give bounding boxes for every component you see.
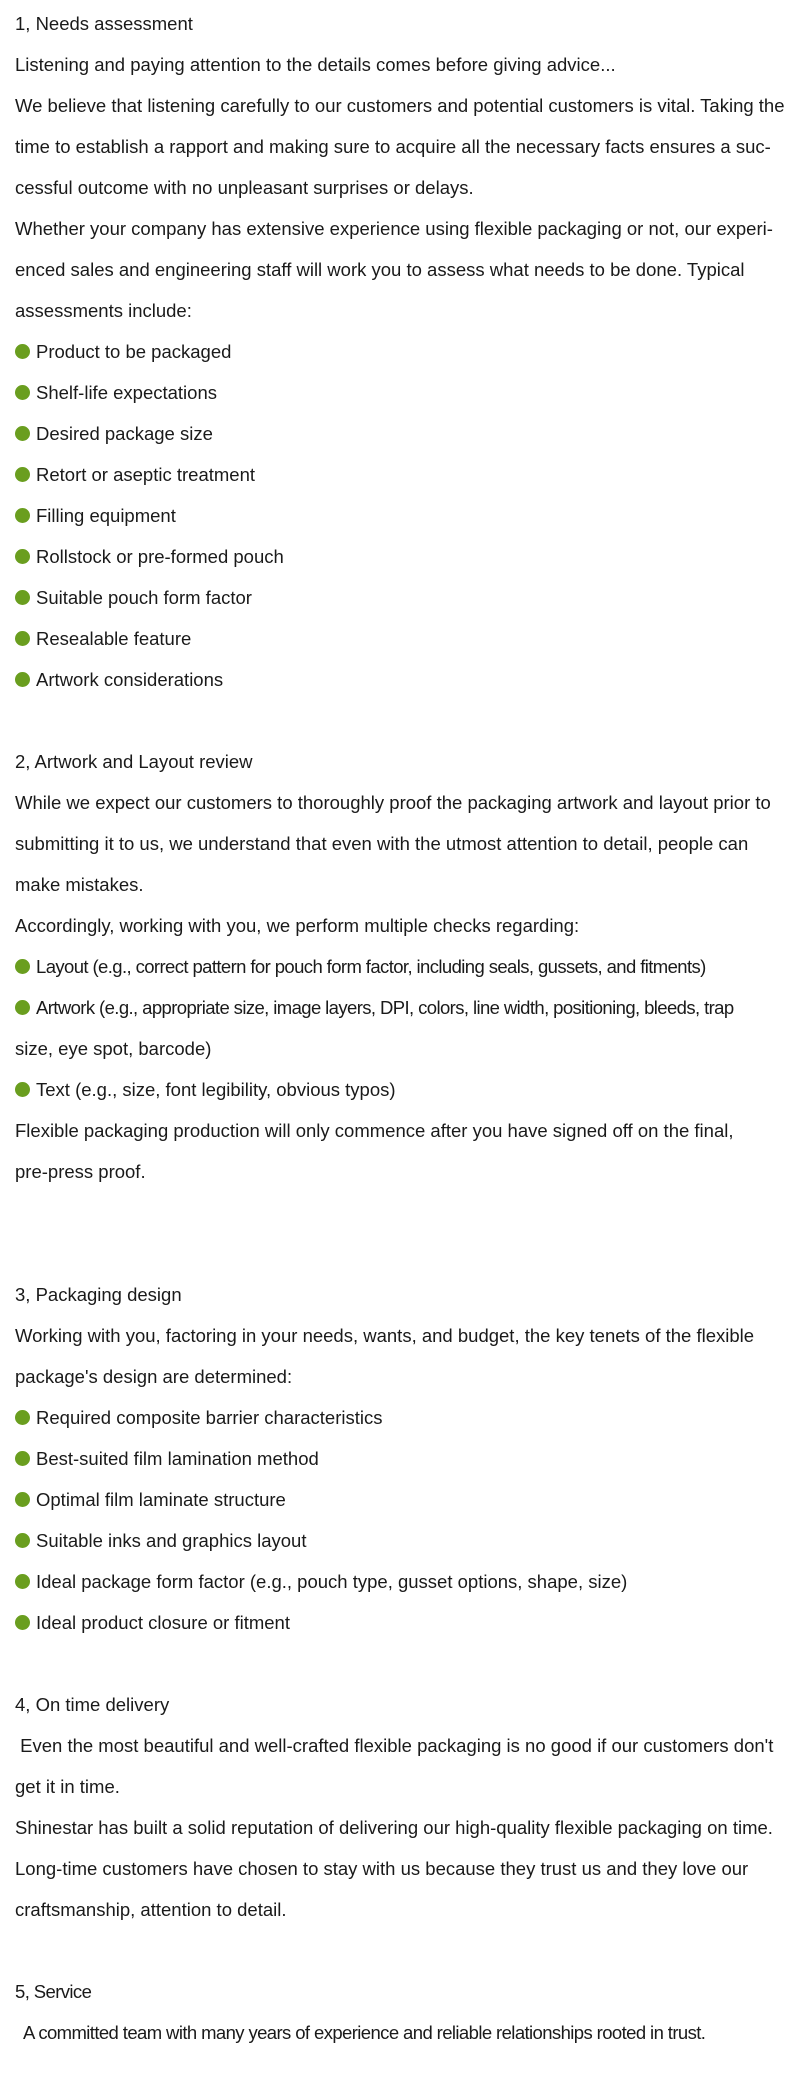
spacer bbox=[15, 700, 785, 741]
green-dot-bullet-icon bbox=[15, 1451, 30, 1466]
section-title: 5, Service bbox=[15, 1981, 92, 2002]
list-item bbox=[15, 1479, 785, 1520]
list-item-text: Product to be packaged bbox=[36, 341, 232, 362]
paragraph-line: Working with you, factoring in your needs, wants, and budget, the key tenets of the flexible bbox=[15, 1325, 755, 1346]
green-dot-bullet-icon bbox=[15, 590, 30, 605]
paragraph-line: A committed team with many years of experience and reliable relationships rooted in trust. bbox=[15, 2022, 706, 2043]
paragraph-line: Listening and paying attention to the details comes before giving advice... bbox=[15, 54, 616, 75]
section-on-time-delivery bbox=[15, 1684, 785, 1930]
section-needs-assessment bbox=[15, 3, 785, 700]
list-item-text: Artwork (e.g., appropriate size, image layers, DPI, colors, line width, positioning, bleeds, trap bbox=[36, 997, 734, 1018]
list-item-text: Rollstock or pre-formed pouch bbox=[36, 546, 284, 567]
list-item-text: Layout (e.g., correct pattern for pouch form factor, including seals, gussets, and fitments) bbox=[36, 956, 706, 977]
list-item-text: Desired package size bbox=[36, 423, 213, 444]
paragraph-line: make mistakes. bbox=[15, 874, 144, 895]
list-item bbox=[15, 413, 785, 454]
section-service bbox=[15, 1971, 785, 2053]
list-item-text: Text (e.g., size, font legibility, obvious typos) bbox=[36, 1079, 396, 1100]
list-item-text: Filling equipment bbox=[36, 505, 176, 526]
list-item bbox=[15, 331, 785, 372]
green-dot-bullet-icon bbox=[15, 508, 30, 523]
list-item-continuation: size, eye spot, barcode) bbox=[15, 1038, 212, 1059]
paragraph-line: package's design are determined: bbox=[15, 1366, 293, 1387]
list-item-text: Artwork considerations bbox=[36, 669, 224, 690]
list-item-text: Required composite barrier characteristics bbox=[36, 1407, 383, 1428]
paragraph-line: cessful outcome with no unpleasant surprises or delays. bbox=[15, 177, 474, 198]
list-item bbox=[15, 1561, 785, 1602]
spacer bbox=[15, 1192, 785, 1233]
bullet-list bbox=[15, 331, 785, 700]
list-item bbox=[15, 536, 785, 577]
green-dot-bullet-icon bbox=[15, 1615, 30, 1630]
list-item bbox=[15, 577, 785, 618]
green-dot-bullet-icon bbox=[15, 1082, 30, 1097]
section-artwork-layout-review bbox=[15, 741, 785, 1192]
list-item bbox=[15, 1438, 785, 1479]
paragraph-line: craftsmanship, attention to detail. bbox=[15, 1899, 287, 1920]
paragraph-line: submitting it to us, we understand that even with the utmost attention to detail, people can bbox=[15, 833, 749, 854]
list-item-text: Shelf-life expectations bbox=[36, 382, 217, 403]
green-dot-bullet-icon bbox=[15, 344, 30, 359]
green-dot-bullet-icon bbox=[15, 1410, 30, 1425]
paragraph-line: Shinestar has built a solid reputation of delivering our high-quality flexible packaging on time. bbox=[15, 1817, 773, 1838]
list-item-text: Ideal product closure or fitment bbox=[36, 1612, 290, 1633]
list-item bbox=[15, 1602, 785, 1643]
green-dot-bullet-icon bbox=[15, 1000, 30, 1015]
paragraph-line: assessments include: bbox=[15, 300, 192, 321]
list-item bbox=[15, 454, 785, 495]
list-item bbox=[15, 618, 785, 659]
bullet-list bbox=[15, 946, 785, 1110]
list-item-text: Resealable feature bbox=[36, 628, 192, 649]
green-dot-bullet-icon bbox=[15, 385, 30, 400]
list-item-text: Ideal package form factor (e.g., pouch type, gusset options, shape, size) bbox=[36, 1571, 628, 1592]
green-dot-bullet-icon bbox=[15, 631, 30, 646]
list-item-text: Suitable inks and graphics layout bbox=[36, 1530, 307, 1551]
bullet-list bbox=[15, 1397, 785, 1643]
list-item-text: Best-suited film lamination method bbox=[36, 1448, 319, 1469]
green-dot-bullet-icon bbox=[15, 959, 30, 974]
section-title: 2, Artwork and Layout review bbox=[15, 751, 253, 772]
list-item bbox=[15, 946, 785, 987]
section-title: 4, On time delivery bbox=[15, 1694, 170, 1715]
paragraph-line: Long-time customers have chosen to stay with us because they trust us and they love our bbox=[15, 1858, 749, 1879]
green-dot-bullet-icon bbox=[15, 467, 30, 482]
list-item bbox=[15, 1069, 785, 1110]
list-item bbox=[15, 1520, 785, 1561]
paragraph-line: pre-press proof. bbox=[15, 1161, 146, 1182]
paragraph-line: time to establish a rapport and making sure to acquire all the necessary facts ensures a suc- bbox=[15, 136, 771, 157]
list-item-text: Suitable pouch form factor bbox=[36, 587, 252, 608]
paragraph-line: Whether your company has extensive experience using flexible packaging or not, our experi- bbox=[15, 218, 773, 239]
paragraph-line: enced sales and engineering staff will work you to assess what needs to be done. Typical bbox=[15, 259, 745, 280]
list-item bbox=[15, 659, 785, 700]
green-dot-bullet-icon bbox=[15, 672, 30, 687]
green-dot-bullet-icon bbox=[15, 1533, 30, 1548]
paragraph-line: get it in time. bbox=[15, 1776, 120, 1797]
paragraph-line: Accordingly, working with you, we perform multiple checks regarding: bbox=[15, 915, 580, 936]
paragraph-line: Even the most beautiful and well-crafted flexible packaging is no good if our customers don't bbox=[15, 1735, 774, 1756]
paragraph-line: While we expect our customers to thoroughly proof the packaging artwork and layout prior to bbox=[15, 792, 771, 813]
section-title: 1, Needs assessment bbox=[15, 13, 193, 34]
list-item-text: Retort or aseptic treatment bbox=[36, 464, 256, 485]
list-item bbox=[15, 987, 785, 1028]
spacer bbox=[15, 1643, 785, 1684]
spacer bbox=[15, 1930, 785, 1971]
paragraph-line: We believe that listening carefully to our customers and potential customers is vital. Taking the bbox=[15, 95, 785, 116]
list-item bbox=[15, 1397, 785, 1438]
paragraph-line: Flexible packaging production will only commence after you have signed off on the final, bbox=[15, 1120, 734, 1141]
spacer bbox=[15, 1233, 785, 1274]
section-packaging-design bbox=[15, 1274, 785, 1643]
green-dot-bullet-icon bbox=[15, 549, 30, 564]
green-dot-bullet-icon bbox=[15, 1574, 30, 1589]
green-dot-bullet-icon bbox=[15, 426, 30, 441]
list-item bbox=[15, 495, 785, 536]
green-dot-bullet-icon bbox=[15, 1492, 30, 1507]
list-item-text: Optimal film laminate structure bbox=[36, 1489, 286, 1510]
list-item bbox=[15, 372, 785, 413]
section-title: 3, Packaging design bbox=[15, 1284, 182, 1305]
